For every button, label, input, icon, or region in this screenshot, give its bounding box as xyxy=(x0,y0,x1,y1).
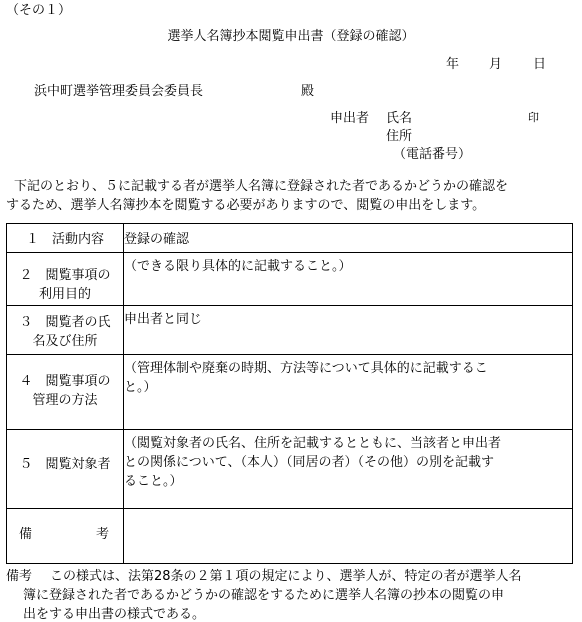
item-label: 閲覧者の氏 xyxy=(45,315,111,330)
item-label-line2: 名及び住所 xyxy=(32,334,98,349)
document-title: 選挙人名簿抄本閲覧申出書（登録の確認） xyxy=(167,29,415,44)
item-content-cell[interactable] xyxy=(124,430,573,509)
item-label: 閲覧対象者 xyxy=(45,457,111,472)
date-year-label: 年 xyxy=(446,57,460,72)
table-row xyxy=(7,509,573,564)
item-content-line: ること。） xyxy=(124,474,183,489)
remarks-label-cell xyxy=(7,509,124,564)
item-content-line: と。） xyxy=(124,380,157,395)
remarks-label-left: 備 xyxy=(19,527,33,542)
applicant-phone-label: （電話番号） xyxy=(393,147,472,162)
remarks-label-right: 考 xyxy=(95,527,109,542)
remarks-content-cell[interactable] xyxy=(124,509,573,564)
footnote-label: 備考 xyxy=(6,569,33,584)
item-label-line2: 管理の方法 xyxy=(32,393,98,408)
item-content-cell[interactable] xyxy=(124,253,573,306)
date-day-label: 日 xyxy=(533,57,547,72)
item-content-line: （閲覧対象者の氏名、住所を記載するとともに、当該者と申出者 xyxy=(124,436,502,451)
item-number: ２ xyxy=(19,268,33,283)
intro-text-line1: 下記のとおり、５に記載する者が選挙人名簿に登録された者であるかどうかの確認を xyxy=(14,179,509,194)
table-row xyxy=(7,253,573,306)
footnote-line2: 簿に登録された者であるかどうかの確認をするために選挙人名簿の抄本の閲覧の申 xyxy=(23,588,505,603)
item-number: ４ xyxy=(19,374,33,389)
footnote-line1: この様式は、法第28条の２第１項の規定により、選挙人が、特定の者が選挙人名 xyxy=(50,569,522,584)
item-content-cell[interactable] xyxy=(124,355,573,430)
item-label: 閲覧事項の xyxy=(45,374,111,389)
intro-text-line2: するため、選挙人名簿抄本を閲覧する必要がありますので、閲覧の申出をします。 xyxy=(6,198,486,213)
item-content-cell[interactable] xyxy=(124,224,573,253)
item-number: ３ xyxy=(19,315,33,330)
item-number: １ xyxy=(25,232,39,247)
item-label-line2: 利用目的 xyxy=(38,287,91,302)
item-content-line: 申出者と同じ xyxy=(124,312,203,327)
item-label: 活動内容 xyxy=(51,232,104,247)
table-row xyxy=(7,306,573,355)
applicant-label: 申出者 xyxy=(330,111,370,126)
addressee: 浜中町選挙管理委員会委員長 xyxy=(34,84,204,99)
seal-mark: 印 xyxy=(528,111,539,124)
applicant-name-label: 氏名 xyxy=(386,111,413,126)
applicant-address-label: 住所 xyxy=(386,129,413,144)
item-label-cell xyxy=(7,430,124,509)
date-month-label: 月 xyxy=(489,57,503,72)
item-label-cell xyxy=(7,355,124,430)
honorific: 殿 xyxy=(301,84,315,99)
item-label-cell xyxy=(7,306,124,355)
item-content-line: 登録の確認 xyxy=(124,232,190,247)
table-row xyxy=(7,430,573,509)
item-label-cell xyxy=(7,253,124,306)
footnote-line3: 出をする申出書の様式である。 xyxy=(23,607,206,622)
table-row xyxy=(7,355,573,430)
item-content-line: （管理体制や廃棄の時期、方法等について具体的に記載するこ xyxy=(124,361,488,376)
item-content-line: との関係について、（本人）（同居の者）（その他）の別を記載す xyxy=(124,455,494,470)
item-content-cell[interactable] xyxy=(124,306,573,355)
item-label-cell xyxy=(7,224,124,253)
item-number: ５ xyxy=(19,457,33,472)
table-row xyxy=(7,224,573,253)
page-label: （その１） xyxy=(6,3,72,18)
item-label: 閲覧事項の xyxy=(45,268,111,283)
item-content-line: （できる限り具体的に記載すること。） xyxy=(124,259,352,274)
application-form-table xyxy=(6,223,573,564)
